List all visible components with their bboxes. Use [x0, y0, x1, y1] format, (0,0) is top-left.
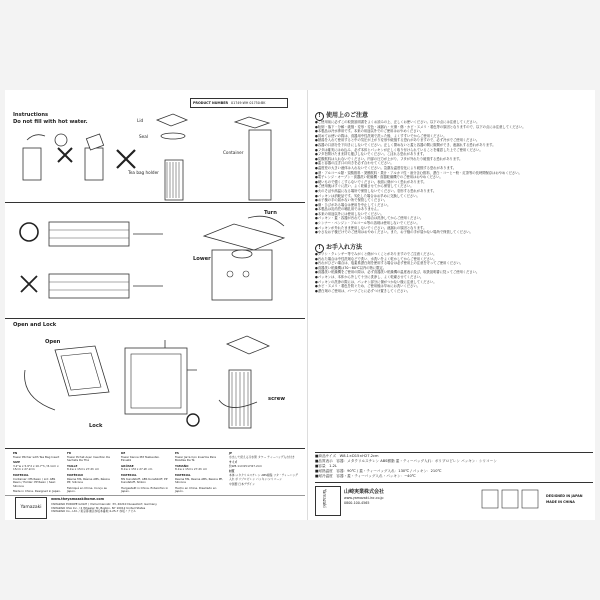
left-panel	[5, 90, 305, 520]
language-column-de: DE Tower Kanne Mit Teebeutel-Einsatz GRÖSSE 8.1w x 15t x 27.2h cm MATERIAL MS Kunststoff, ABS Kunststoff, PP Kunststoff, Silikon Hergestellt in China. Entworfen in Japan.	[121, 451, 169, 494]
instructions-title: Instructions	[13, 112, 49, 118]
language-column-es: ES Tower Jarra Con Insertos Para Bolsitas De Té TAMAÑO 8.1w x 15d x 27.2h cm MATERIAL Resina MS, Resina ABS, Resina PP, Silicona Hecho en China. Diseñado en Japón.	[175, 451, 224, 494]
brand-logo: Yamazaki	[15, 497, 47, 519]
part-tea-bag-holder-label: Tea bag holder	[128, 170, 159, 175]
recycle-marks	[480, 488, 540, 512]
caution-title: ! 使用上のご注意	[315, 110, 368, 121]
care-icon: !	[315, 244, 324, 253]
open-lock-illustration	[15, 330, 295, 435]
open-label: Open	[45, 339, 61, 345]
designed-in: DESIGNED IN JAPAN	[546, 494, 583, 498]
product-number-box	[190, 98, 288, 108]
spec-table: ■商品サイズ W8.1×D15×H27.2cm ■品質表示 容器：メタクリルスチレン ABS樹脂 蓋・ティーバッグ入れ：ポリプロピレン パッキン：シリコーン ■容量 1.2L ■耐熱温度 容器：90℃ / 蓋・ティーバッグ入れ：130℃ / パッキン：210℃ ■耐冷温度 容器・蓋・ティーバッグ入れ・パッキン：−40℃	[315, 454, 497, 478]
product-number-label: PRODUCT NUMBER	[193, 101, 229, 105]
screw-label: screw	[268, 396, 286, 402]
language-column-en: EN Tower Pitcher with Tea Bag Insert SIZE 3.2"w x 5.9"d x 10.7"h / 8.1cm x 15cm x 27.2cm MATERIAL Container: MS Resin / Lid: ABS Resin / Holder: PP Resin / Seal: Silicone Made in China. Designed in Japan.	[13, 451, 61, 494]
part-seal-label: Seal	[139, 134, 148, 139]
product-numbers: 01749:WH 01750:BK	[231, 101, 266, 105]
part-container-label: Container	[223, 150, 244, 155]
lock-label: Lock	[89, 423, 103, 429]
lower-label: Lower	[193, 256, 211, 262]
language-column-fr: FR Tower Pichet Avec Insertion De Sachets De Thé TAILLE 8.1w x 15d x 27.2h cm MATÉRIAU Résine MS, Résine ABS, Résine PP, Silicone Fabriqué en Chine. Conçu au Japon.	[67, 451, 111, 494]
right-panel	[310, 90, 595, 520]
divider	[315, 482, 593, 483]
instructions-subtitle: Do not fill with hot water.	[13, 119, 88, 125]
parts-diagram	[145, 110, 290, 210]
caution-list: ●ご使用前に必ずこの取扱説明書をよくお読みの上、正しくお使いください。以下の点には注意してください。 ●転倒・落下・分解・破損・変形・変色・凍漏れ・火傷・傷・カビ・ヌメリ・着色等の原因となりますので、以下の点には注意してください。 ●本製品は冷水専用です。本来の用途以外でのご使用はおやめください。 ●初めてお使いの際は、食器用中性洗剤で洗った後、よくすすいでからご使用ください。 ●熱湯を入れて使用すると中の気圧が上がり変形や破損する恐れがありますので、必ず冷水でご使用ください。 ●容器の口部分を下向きにしないでください。正しく閉めないと蓋と容器の間に隙間ができ、液漏れする恐れがあります。 ●フタは確実にはめ込み、必ず本体とパッキンが正しく取り付けられていることを確認した上でご使用ください。 ●フタを開けたまま持ち運びしないでください。こぼれる恐れがあります。 ●炭酸飲料は入れないでください。内部の圧力が上がり、フタが外れたり破損する恐れがあります。 ●蓋と容器の注ぎ口の向きを必ず合わせてください。 ●温度差の大きい液体は入れないでください。急激な温度変化により破損する恐れがあります。 ●酒・アルコール類・炭酸飲料・発酵飲料・果汁・アルカリ性・油分含む飲料、漂白・コーヒー粉・紅茶等の長時間保存はおやめください。 ●電子レンジ・オーブン・食器洗い乾燥機・食器乾燥機でのご使用はおやめください。 ●硬いもので強くこすらないでください。表面に傷がつく恐れがあります。 ●ご使用後はすぐに洗い、よく乾燥させてから保管してください。 ●火のそばや高温になる場所で保管しないでください。変形する恐れがあります。 ●パッキンは消耗品です。劣化した場合はお早めに交換してください。 ●お子様の手の届かない所で保管してください。 ●傷・ひびがある場合は使用を中止してください。 ●本製品は乳幼児の哺乳用ではありません。 ●本来の用途以外には使用しないでください。 ●パッキン・蓋・容器が汚れている場合は洗浄してからご使用ください。 ●シンナー・ベンジン・アルコール等の溶剤は使用しないでください。 ●パッキンが外れたまま使用しないでください。液漏れの原因となります。 ●小さなお子様だけでのご使用はおやめください。また、お子様の手が届かない場所で保管してください。	[315, 120, 526, 235]
warning-icon: !	[315, 112, 324, 121]
divider	[315, 452, 593, 453]
website: www.theyamazakihome.com	[51, 497, 105, 501]
made-in: MADE IN CHINA	[546, 500, 575, 504]
company-tel: 0800-100-4565	[344, 501, 370, 505]
company-name: 山崎実業株式会社	[344, 489, 385, 495]
instruction-sheet	[5, 90, 595, 520]
brand-vertical-logo: Yamazaki	[315, 486, 341, 516]
divider	[5, 202, 305, 203]
divider	[5, 448, 305, 449]
part-lid-label: Lid	[137, 118, 144, 123]
care-title: ! お手入れ方法	[315, 242, 362, 253]
open-lock-title: Open and Lock	[13, 322, 57, 328]
divider	[5, 495, 305, 496]
center-fold	[307, 90, 308, 520]
language-column-jp: JP 水出しで使える冷水筒 タワー ティーバッグ入れ付き サイズ 約W8.1×D15×H27.2cm 材質 本体:メタクリルスチレン ABS樹脂 フタ・ティーバッグ入れ:ポリプロピレン パッキン:シリコーン 中国製 日本デザイン	[229, 451, 298, 487]
divider	[5, 318, 305, 319]
company-url: www.yamazaki-inc.co.jp	[344, 496, 384, 500]
addresses: YAMAZAKI EUROPE GmbH / Immermannstr. 33, 40210 Dusseldorf, Germany YAMAZAKI USA Inc. / 2 Wheeler St. Boston, NY 10012 United States YAMAZAKI Co., Ltd. / 東京都港区赤坂本番地 4-25-7 赤坂ノアビル	[51, 502, 157, 513]
care-list: ●タワシ・クレンザー等でみがくと傷がつくことがありますのでご注意ください。 ●汚れた場合は中性洗剤などで洗い、水洗いをよく乾かしてからご使用ください。 ●汚れがひどい場合は、塩素系漂白剤を使用する場合は必ず使用上の注意を守ってご使用ください。 ●食器洗い乾燥機は70〜80℃以内の物に限定。 ●食器洗い乾燥機をご使用の際は、必ず食器洗い乾燥機の温度表示及び、取扱説明書に従ってご使用ください。 ●パッキンは、本体から外して十分に洗浄し、よく乾燥させてください。 ●パッキンの洗浄の際には、パッキン部分に傷がつかない様に注意してください。 ●カビ・ヌメリ・着色を防ぐため、ご使用後は早めにお洗いください。 ●漂白剤のご使用は、パーツごとに必ずつけ置きしてください。	[315, 252, 480, 293]
turn-label: Turn	[264, 210, 277, 216]
assembly-illustration	[13, 208, 193, 313]
no-hot-water-illustration	[13, 130, 143, 185]
